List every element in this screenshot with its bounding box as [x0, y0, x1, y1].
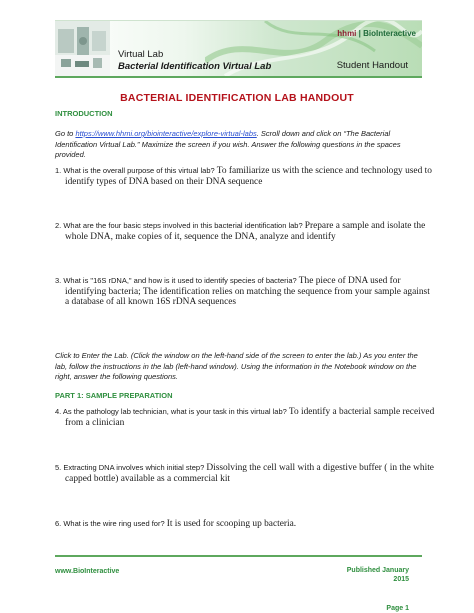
intro-text-after: . Scroll down and click on “The Bacterial Identification Virtual Lab.” Maximize the screen if you wish. Answer the following questions in the spaces provided. — [55, 129, 401, 160]
intro-text-before: Go to — [55, 129, 76, 138]
question-text: 1. What is the overall purpose of this virtual lab? — [55, 166, 217, 175]
lab-bench-illustration — [55, 21, 110, 76]
question-text: 4. As the pathology lab technician, what is your task in this virtual lab? — [55, 407, 289, 416]
question-6 — [55, 519, 435, 530]
page-number: Page 1 — [386, 605, 409, 612]
question-text: 2. What are the four basic steps involved in this bacterial identification lab? — [55, 221, 305, 230]
banner-subtitle: Virtual Lab — [118, 49, 164, 60]
answer-text: To familiarize us with the science and technology used to identify types of DNA based on their DNA sequence — [65, 166, 432, 187]
answer-text: Dissolving the cell wall with a digestive buffer ( in the white capped bottle) available as a commercial kit — [65, 463, 434, 484]
virtual-labs-link[interactable]: https://www.hhmi.org/biointeractive/explore-virtual-labs — [75, 129, 257, 138]
header-banner — [55, 20, 422, 78]
question-text: 3. What is "16S rDNA," and how is it used to identify species of bacteria? — [55, 276, 299, 285]
question-1 — [55, 166, 435, 187]
answer-text: To identify a bacterial sample received from a clinician — [65, 407, 435, 428]
brand-logo: hhmi | BioInteractive — [337, 29, 416, 38]
footer-site: www.BioInteractive — [55, 568, 120, 575]
question-5 — [55, 463, 435, 484]
intro-paragraph — [55, 129, 425, 161]
published-line-2: 2015 — [393, 575, 409, 583]
footer-divider — [55, 555, 422, 557]
question-4 — [55, 407, 435, 428]
answer-text: Prepare a sample and isolate the whole DNA, make copies of it, sequence the DNA, analyze and identify — [65, 221, 426, 242]
answer-text: The piece of DNA used for identifying bacteria; The identification relies on matching the sequence from your sample against a database of all known 16S rDNA sequences — [65, 276, 430, 308]
student-handout-label: Student Handout — [336, 60, 408, 71]
brand-name: BioInteractive — [363, 29, 416, 38]
lab-instructions: Click to Enter the Lab. (Click the window on the left-hand side of the screen to enter the lab.) As you enter the lab, follow the instructions in the lab (left-hand window). Using the information in the Notebook window on the right, answer the following questions. — [55, 351, 418, 382]
brand-hhmi: hhmi — [337, 29, 357, 38]
section-introduction: INTRODUCTION — [55, 109, 113, 118]
published-line-1: Published January — [346, 567, 409, 574]
banner-title: Bacterial Identification Virtual Lab — [118, 61, 272, 72]
answer-text: It is used for scooping up bacteria. — [166, 519, 297, 529]
question-3 — [55, 276, 435, 308]
document-title: BACTERIAL IDENTIFICATION LAB HANDOUT — [120, 92, 354, 104]
question-text: 6. What is the wire ring used for? — [55, 519, 167, 528]
question-text: 5. Extracting DNA involves which initial step? — [55, 463, 207, 472]
section-part1: PART 1: SAMPLE PREPARATION — [55, 391, 173, 400]
question-2 — [55, 221, 435, 242]
footer-published — [347, 567, 409, 584]
